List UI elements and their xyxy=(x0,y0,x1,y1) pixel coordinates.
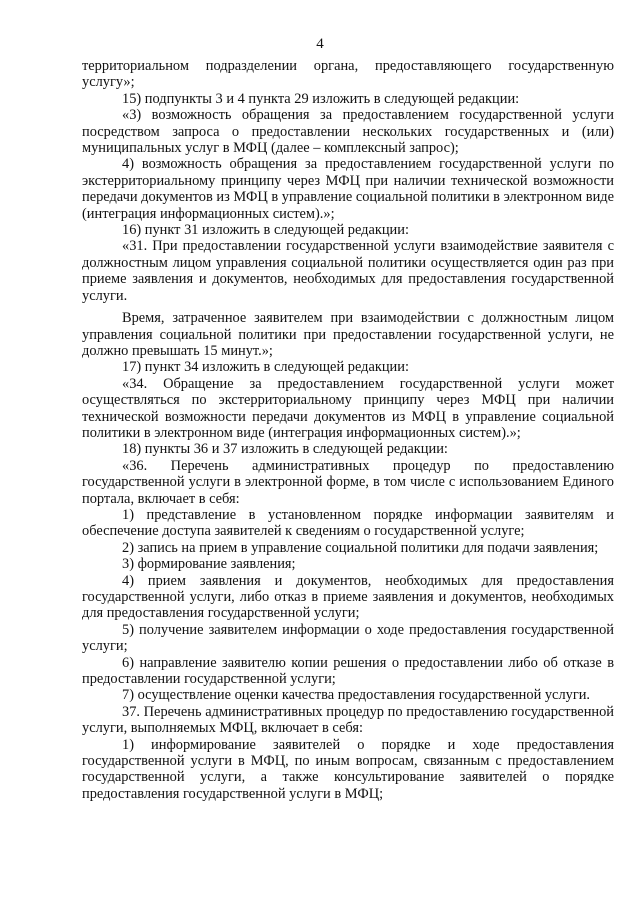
paragraph: «36. Перечень административных процедур по предоставлению государственной услуги в электронной форме, в том числе с использованием Единого портала, включает в себя: xyxy=(82,457,614,507)
paragraph: 18) пункты 36 и 37 изложить в следующей редакции: xyxy=(122,441,448,458)
paragraph: 6) направление заявителю копии решения о предоставлении либо об отказе в предоставлении государственной услуги; xyxy=(82,654,614,688)
paragraph: 5) получение заявителем информации о ходе предоставления государственной услуги; xyxy=(82,621,614,655)
page-number: 4 xyxy=(316,36,324,52)
paragraph: 1) представление в установленном порядке информации заявителям и обеспечение доступа заявителей к сведениям о государственной услуге; xyxy=(82,506,614,540)
paragraph: 17) пункт 34 изложить в следующей редакции: xyxy=(122,359,409,376)
paragraph: 15) подпункты 3 и 4 пункта 29 изложить в следующей редакции: xyxy=(122,90,520,107)
paragraph: 37. Перечень административных процедур по предоставлению государственной услуги, выполняемых МФЦ, включает в себя: xyxy=(82,703,614,737)
document-body xyxy=(82,58,614,802)
paragraph: 4) возможность обращения за предоставлением государственной услуги по экстерриториальному принципу через МФЦ при наличии технической возможности передачи документов из МФЦ в управление социальной политики в электронном виде (интеграция информационных систем).»; xyxy=(82,156,614,222)
paragraph: 3) формирование заявления; xyxy=(122,556,296,573)
paragraph: территориальном подразделении органа, предоставляющего государственную услугу»; xyxy=(82,58,614,91)
paragraph: Время, затраченное заявителем при взаимодействии с должностным лицом управления социальной политики при предоставлении государственной услуги, не должно превышать 15 минут.»; xyxy=(82,310,614,359)
paragraph: 4) прием заявления и документов, необходимых для предоставления государственной услуги, либо отказ в приеме заявления и документов, необходимых для предоставления государственной услуги; xyxy=(82,572,614,622)
paragraph: «31. При предоставлении государственной услуги взаимодействие заявителя с должностным лицом управления социальной политики осуществляется один раз при приеме заявления и документов, необходимых для предоставления государственной услуги. xyxy=(82,238,614,304)
paragraph: 1) информирование заявителей о порядке и ходе предоставления государственной услуги в МФЦ, по иным вопросам, связанным с предоставлением государственной услуги, а также консультирование заявителей о порядке предоставления государственной услуги в МФЦ; xyxy=(82,736,614,802)
paragraph: 7) осуществление оценки качества предоставления государственной услуги. xyxy=(122,687,591,704)
paragraph: «3) возможность обращения за предоставлением государственной услуги посредством запроса о предоставлении нескольких государственных и (или) муниципальных услуг в МФЦ (далее – комплексный запрос); xyxy=(82,107,614,157)
paragraph: 2) запись на прием в управление социальной политики для подачи заявления; xyxy=(122,539,599,556)
paragraph: 16) пункт 31 изложить в следующей редакции: xyxy=(122,222,409,239)
paragraph: «34. Обращение за предоставлением государственной услуги может осуществляться по экстерриториальному принципу через МФЦ при наличии технической возможности передачи документов из МФЦ в управление социальной политики в электронном виде (интеграция информационных систем).»; xyxy=(82,375,614,441)
